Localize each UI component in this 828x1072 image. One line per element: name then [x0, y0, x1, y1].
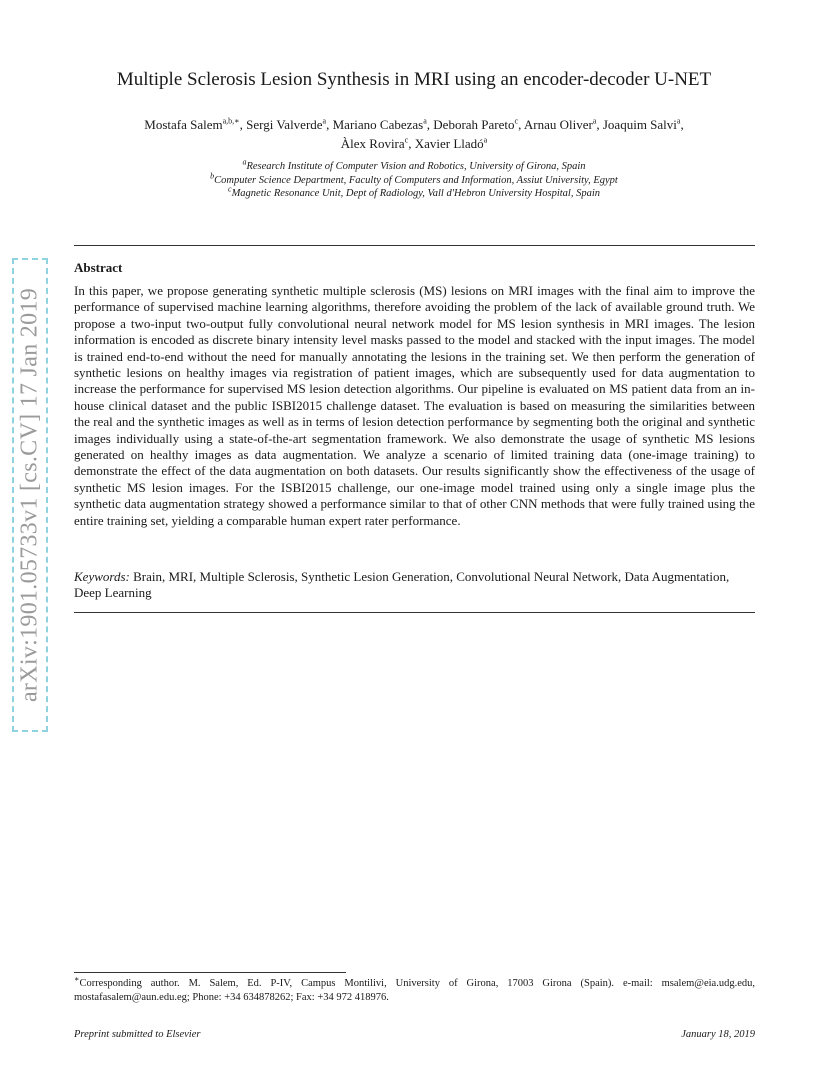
author: Mariano Cabezas$^a$, [332, 116, 434, 132]
abstract-heading: Abstract [74, 260, 123, 275]
footnote-mark: ∗ [74, 974, 80, 984]
abstract-top-rule [74, 245, 755, 246]
abstract-body: In this paper, we propose generating synthetic multiple sclerosis (MS) lesions on MRI images with the final aim to improve the performance of supervised machine learning algorithms, therefore avoiding the problem of the lack of available ground truth. We propose a two-input two-output fully convolutional neural network model for MS lesion synthesis in MRI images. The lesion information is encoded as discrete binary intensity level masks passed to the model and stacked with the input images. The model is trained end-to-end without the need for manually annotating the lesions in the training set. We then perform the generation of synthetic lesions on healthy images via registration of patient images, which are subsequently used for data augmentation to increase the performance for supervised MS lesion detection algorithms. Our pipeline is evaluated on MS patient data from an in-house clinical dataset and the public ISBI2015 challenge dataset. The evaluation is based on measuring the similarities between the real and the synthetic images as well as in terms of lesion detection performance by segmenting both the original and synthetic images individually using a state-of-the-art segmentation framework. We also demonstrate the usage of synthetic MS lesions generated on healthy images as data augmentation. We analyze a scenario of limited training data (one-image training) to demonstrate the effect of the data augmentation on both datasets. Our results significantly show the effectiveness of the usage of synthetic MS lesion images. For the ISBI2015 challenge, our one-image model trained using only a single image plus the synthetic data augmentation strategy showed a performance similar to that of other CNN methods that were fully trained using the entire training set, yielding a comparable human expert rater performance. [74, 283, 755, 528]
affiliation: $^b$Computer Science Department, Faculty of Computers and Information, Assiut University, Egypt [210, 171, 618, 186]
keywords-text: Brain, MRI, Multiple Sclerosis, Synthetic Lesion Generation, Convolutional Neural Network, Data Augmentation, Deep Learning [74, 569, 730, 601]
footer-preprint-note: Preprint submitted to Elsevier [74, 1029, 201, 1040]
arxiv-identifier: arXiv:1901.05733v1 [cs.CV] 17 Jan 2019 [16, 287, 43, 703]
footnote-rule [74, 972, 346, 973]
author: Deborah Pareto$^c$, [433, 116, 524, 132]
author: Àlex Rovira$^c$, [340, 135, 415, 151]
corresponding-author-footnote [74, 974, 755, 1005]
abstract-bottom-rule [74, 612, 755, 613]
arxiv-stamp [12, 258, 48, 732]
keywords-label: Keywords: [74, 569, 130, 584]
footnote-text: Corresponding author. M. Salem, Ed. P-IV, Campus Montilivi, University of Girona, 17003 Girona (Spain). e-mail: msalem@eia.udg.edu, mostafasalem@aun.edu.eg; Phone: +34 634878262; Fax: +34 972 418976. [74, 978, 755, 1003]
author: Xavier Lladó$^a$ [414, 135, 488, 151]
author: Sergi Valverde$^a$, [246, 116, 333, 132]
author-list [74, 115, 754, 153]
affiliation: $^c$Magnetic Resonance Unit, Dept of Radiology, Vall d'Hebron University Hospital, Spain [228, 184, 600, 199]
author: Arnau Oliver$^a$, [523, 116, 603, 132]
affiliation: $^a$Research Institute of Computer Vision and Robotics, University of Girona, Spain [242, 157, 586, 172]
paper-title: Multiple Sclerosis Lesion Synthesis in MRI using an encoder-decoder U-NET [116, 69, 712, 90]
affiliation-list [74, 157, 754, 201]
author: Joaquim Salvi$^a$, [602, 116, 684, 132]
footer-date: January 18, 2019 [681, 1029, 755, 1040]
keywords [74, 569, 755, 602]
author: Mostafa Salem$^{a,b,∗}$, [144, 116, 247, 132]
